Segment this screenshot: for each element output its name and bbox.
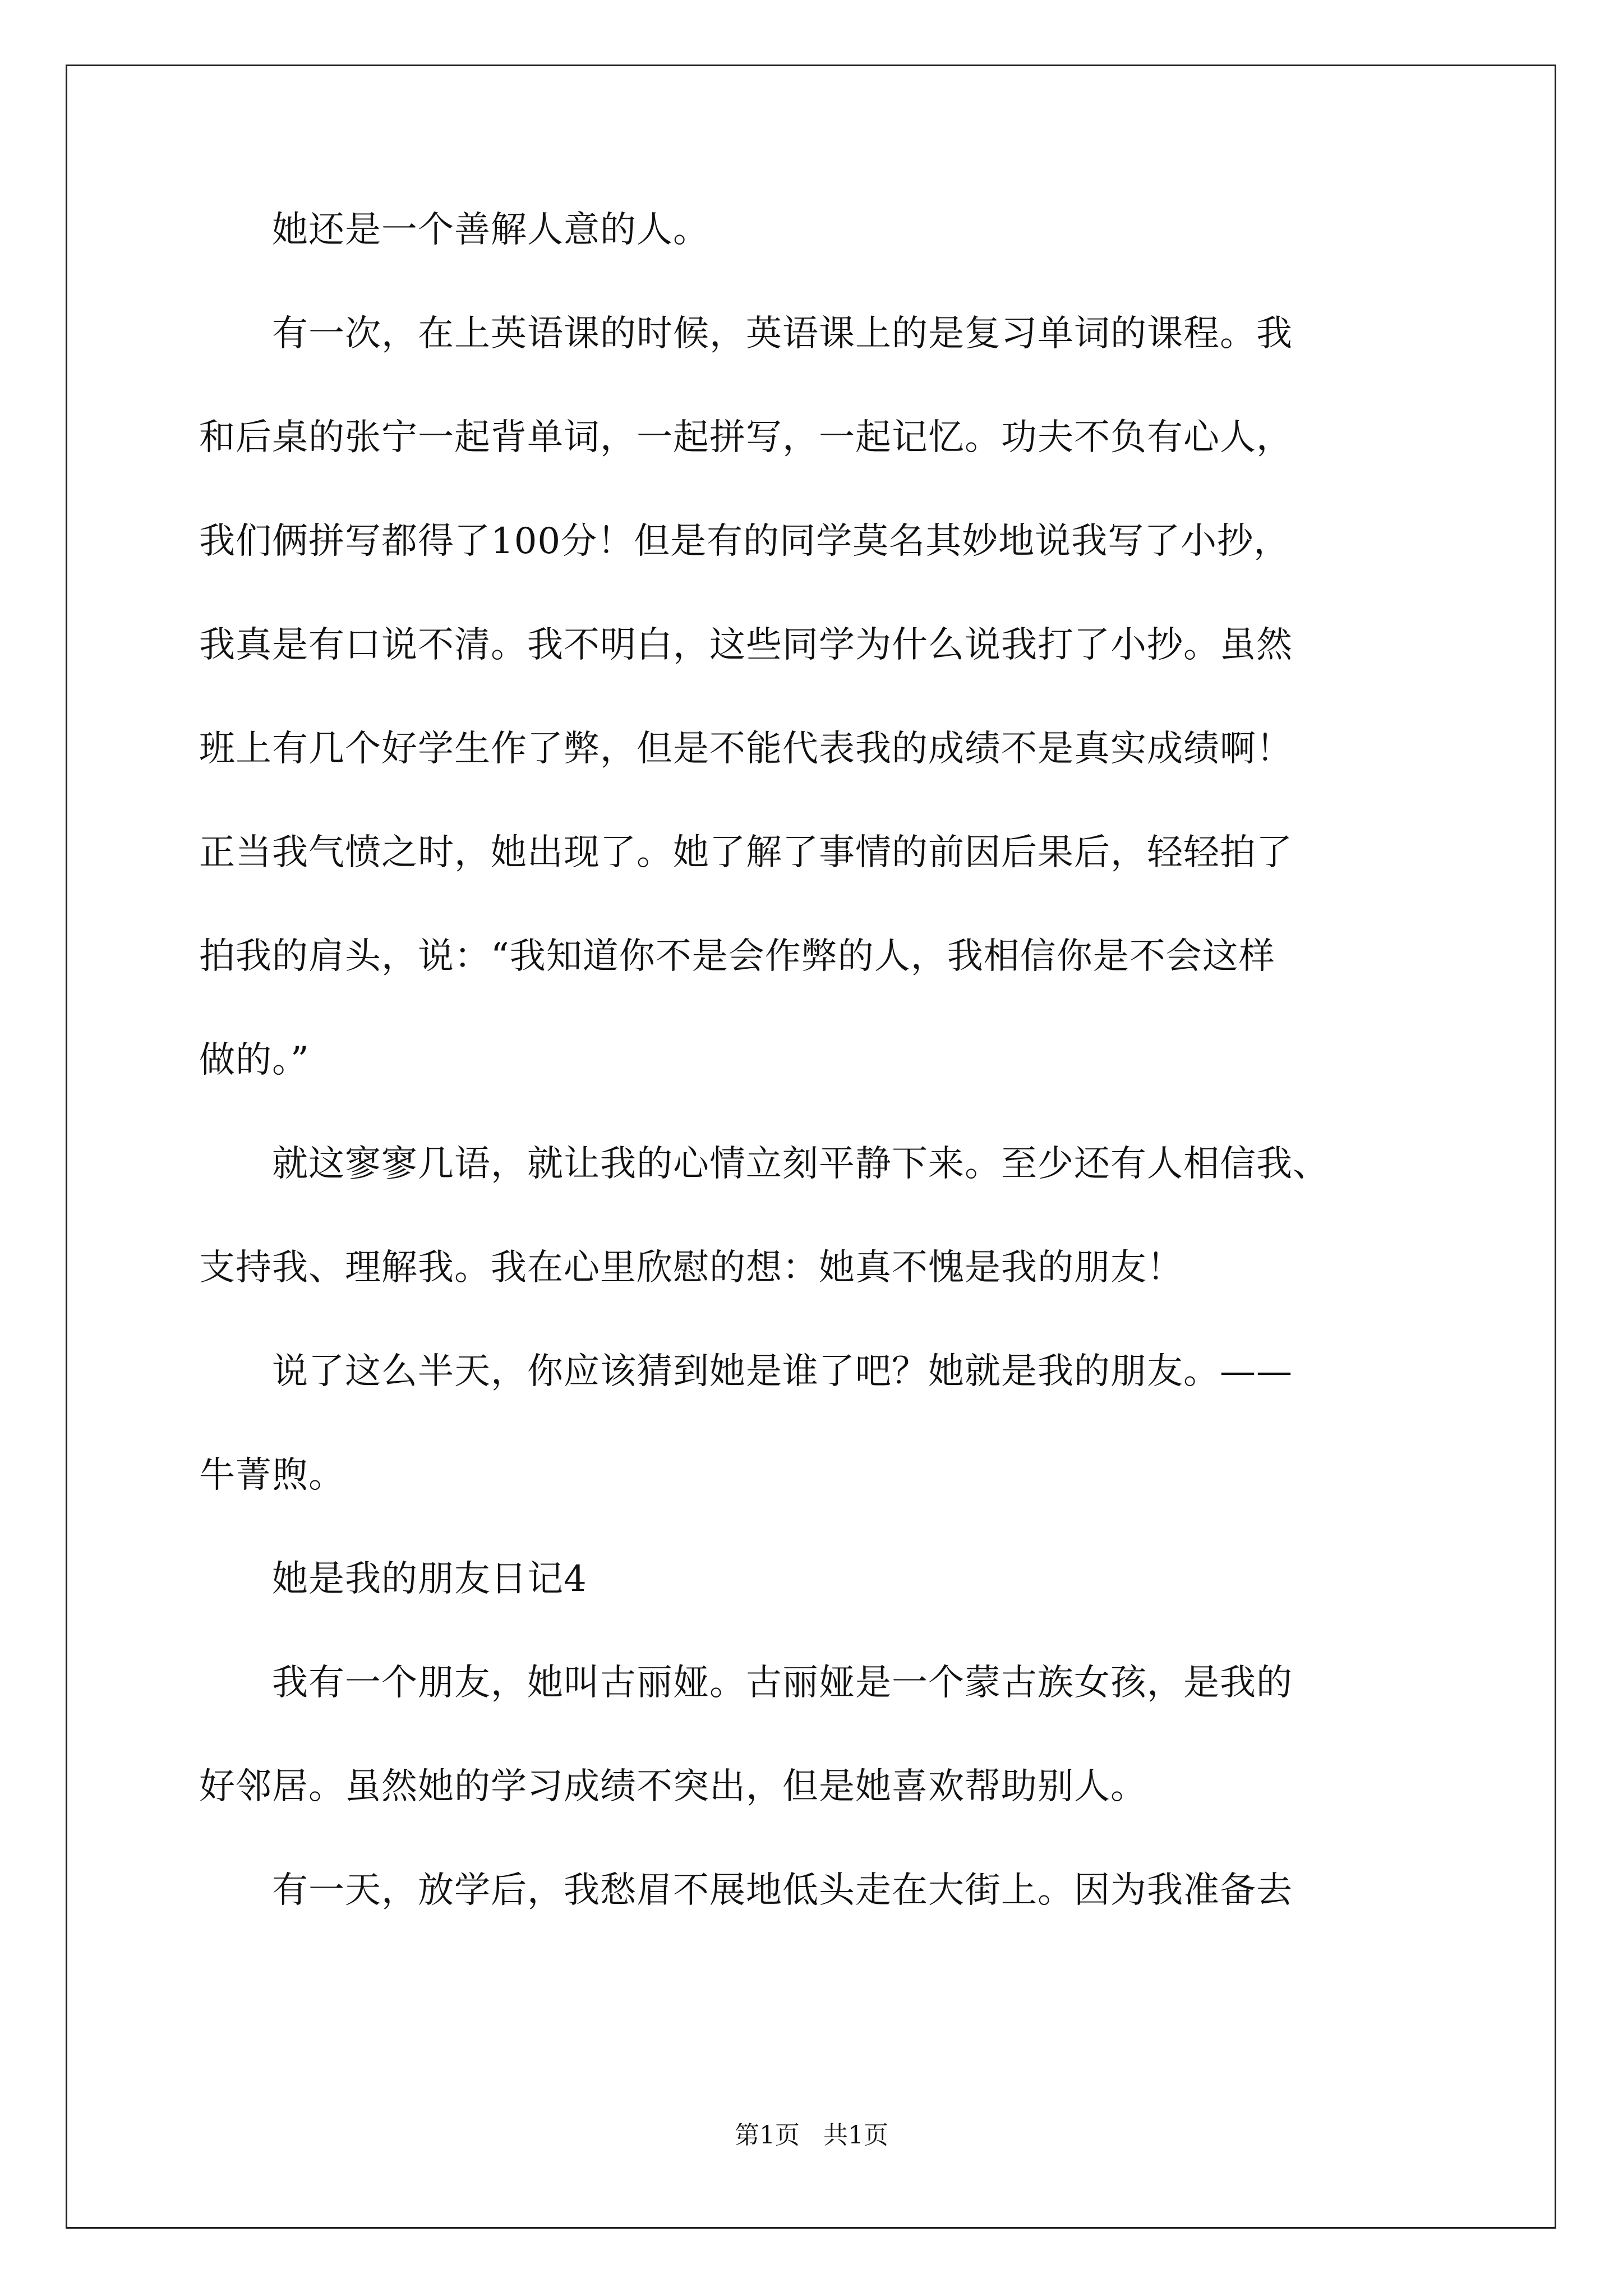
section-heading: 她是我的朋友日记4: [199, 1558, 587, 1600]
text-line: 我真是有口说不清。我不明白，这些同学为什么说我打了小抄。虽然: [199, 624, 1293, 666]
text-line: 做的。”: [199, 1039, 310, 1081]
text-line: 拍我的肩头，说：“我知道你不是会作弊的人，我相信你是不会这样: [199, 936, 1275, 977]
text-line: 我们俩拼写都得了100分！但是有的同学莫名其妙地说我写了小抄，: [199, 521, 1290, 562]
text-line: 正当我气愤之时，她出现了。她了解了事情的前因后果后，轻轻拍了: [199, 832, 1293, 873]
text-line: 和后桌的张宁一起背单词，一起拼写，一起记忆。功夫不负有心人，: [199, 417, 1293, 458]
text-line: 就这寥寥几语，就让我的心情立刻平静下来。至少还有人相信我、: [199, 1143, 1329, 1185]
text-line: 她还是一个善解人意的人。: [199, 209, 709, 251]
text-line: 好邻居。虽然她的学习成绩不突出，但是她喜欢帮助别人。: [199, 1766, 1147, 1807]
page-footer: 第1页 共1页: [735, 2121, 888, 2150]
text-line: 说了这么半天，你应该猜到她是谁了吧？她就是我的朋友。——: [199, 1351, 1293, 1392]
text-line: 有一次，在上英语课的时候，英语课上的是复习单词的课程。我: [199, 313, 1293, 355]
text-line: 支持我、理解我。我在心里欣慰的想：她真不愧是我的朋友！: [199, 1247, 1183, 1289]
text-line: 牛菁煦。: [199, 1455, 345, 1496]
text-line: 我有一个朋友，她叫古丽娅。古丽娅是一个蒙古族女孩，是我的: [199, 1662, 1293, 1704]
text-line: 班上有几个好学生作了弊，但是不能代表我的成绩不是真实成绩啊！: [199, 728, 1293, 770]
text-line: 有一天，放学后，我愁眉不展地低头走在大街上。因为我准备去: [199, 1870, 1293, 1911]
